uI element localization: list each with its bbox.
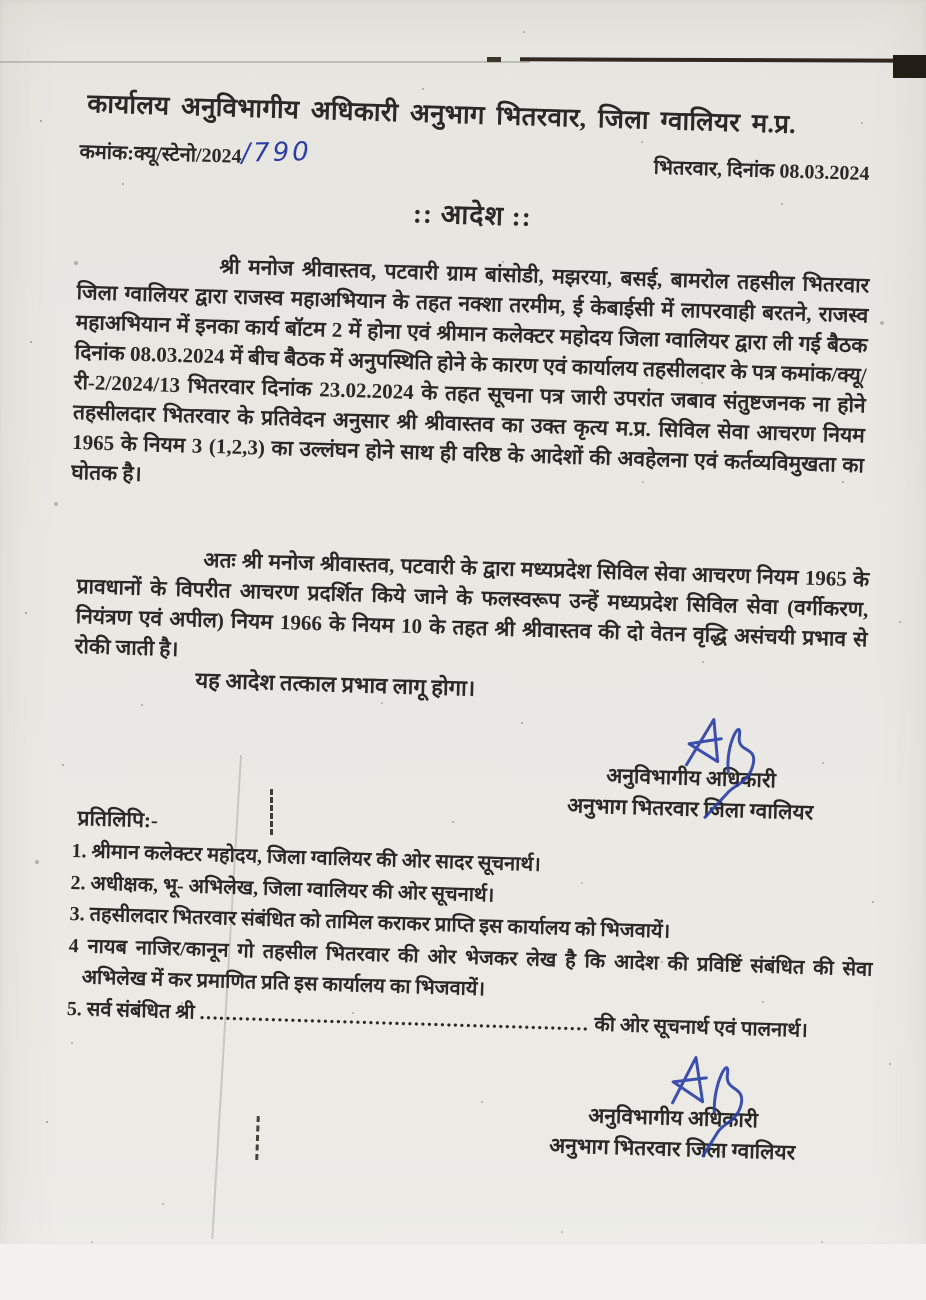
copy-item-1: 1. श्रीमान कलेक्टर महोदय, जिला ग्वालियर की ओर सादर सूचनार्थ। <box>71 839 542 876</box>
signatory-designation: अनुविभागीय अधिकारी <box>587 1103 759 1133</box>
dotted-blank-line: ............................................................ <box>199 1001 590 1035</box>
handwritten-signature-icon <box>657 1050 770 1163</box>
signatory-designation: अनुविभागीय अधिकारी <box>605 763 777 793</box>
scan-speckles <box>0 0 2 2</box>
handwritten-ref-number: /790 <box>241 137 313 169</box>
signatory-office: अनुभाग भितरवार जिला ग्वालियर <box>566 793 814 825</box>
reference-number-label: कमांक:क्यू/स्टेनो/2024 <box>79 140 242 168</box>
scan-edge-line-dark <box>520 57 926 62</box>
copy-item-4: 4 नायब नाजिर/कानून गो तहसील भितरवार की ओर भेजकर लेख है कि आदेश की प्रविष्टिं संबंधित की सेवा अभिलेख में कर प्रमाणित प्रति इस कार्यालय का भिजवायें। <box>68 934 873 1001</box>
order-heading: :: आदेश :: <box>412 198 533 232</box>
scan-corner-mark <box>893 55 926 78</box>
reference-number-line <box>79 135 312 172</box>
scan-bottom-strip <box>0 1243 926 1300</box>
signatory-office: अनुभाग भितरवार जिला ग्वालियर <box>548 1133 796 1165</box>
office-title: कार्यालय अनुविभागीय अधिकारी अनुभाग भितरवार, जिला ग्वालियर म.प्र. <box>86 88 797 140</box>
order-paragraph-1: श्री मनोज श्रीवास्तव, पटवारी ग्राम बांसोडी, मझरया, बसई, बामरोल तहसील भितरवार जिला ग्वालियर द्वारा राजस्व महाअभियान के तहत नक्शा तरमीम, ई केबाईसी में लापरवाही बरतने, राजस्व महाअभियान में इनका कार्य बॉटम 2 में होना एवं श्रीमान कलेक्टर महोदय जिला ग्वालियर द्वारा ली गई बैठक दिनांक 08.03.2024 में बीच बैठक में अनुपस्थिति होने के कारण एवं कार्यालय तहसीलदार के पत्र कमांक/क्यू/री-2/2024/13 भितरवार दिनांक 23.02.2024 के तहत सूचना पत्र जारी उपरांत जबाव संतुष्टजनक ना होने तहसीलदार भितरवार के प्रतिवेदन अनुसार श्री श्रीवास्तव का उक्त कृत्य म.प्र. सिविल सेवा आचरण नियम 1965 के नियम 3 (1,2,3) का उल्लंघन होने साथ ही वरिष्ठ के आदेशों की अवहेलना एवं कर्तव्यविमुखता का घोतक है। <box>70 254 870 486</box>
copy-item-5-text: 5. सर्व संबंधित श्री <box>66 997 200 1024</box>
copy-item-3: 3. तहसीलदार भितरवार संबंधित को तामिल कराकर प्राप्ति इस कार्यालय को भिजवायें। <box>69 902 671 943</box>
copy-item-5-text: की ओर सूचनार्थ एवं पालनार्थ। <box>589 1012 809 1042</box>
immediate-effect-line: यह आदेश तत्काल प्रभाव लागू होगा। <box>195 667 476 701</box>
scan-edge-line-faint <box>0 61 530 63</box>
copy-item-2: 2. अधीक्षक, भू- अभिलेख, जिला ग्वालियर की ओर सूचनार्थ। <box>70 871 495 907</box>
signature-block-bottom <box>507 1052 840 1170</box>
ink-dash-mark <box>270 789 273 835</box>
place-date-line: भितरवार, दिनांक 08.03.2024 <box>653 156 870 186</box>
copy-to-label: प्रतिलिपि:- <box>77 805 159 833</box>
scan-mark-dash <box>487 57 501 62</box>
order-paragraph-2: अतः श्री मनोज श्रीवास्तव, पटवारी के द्वारा मध्यप्रदेश सिविल सेवा आचरण नियम 1965 के प्रावधानों के विपरीत आचरण प्रदर्शित किये जाने के फलस्वरूप उन्हें मध्यप्रदेश सिविल सेवा (वर्गीकरण, नियंत्रण एवं अपील) नियम 1966 के नियम 10 के तहत श्री श्रीवास्तव की दो वेतन वृद्धि असंचयी प्रभाव से रोकी जाती है। <box>74 547 870 662</box>
ink-dash-mark <box>255 1116 260 1160</box>
signature-block-top <box>525 712 858 830</box>
copy-to-list <box>66 836 875 1049</box>
handwritten-signature-icon <box>675 710 788 823</box>
